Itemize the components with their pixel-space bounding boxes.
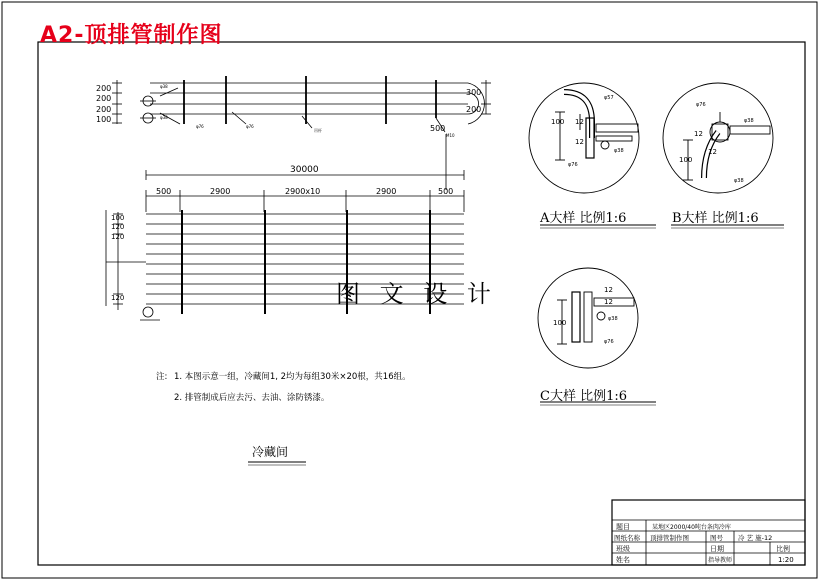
detail-c-phi-1: φ38: [608, 316, 618, 322]
detail-b: [663, 83, 773, 193]
plan-left-dim-1: 200: [96, 84, 112, 93]
room-label: 冷藏间: [252, 445, 289, 459]
plan-right-dim-1: 300: [466, 88, 482, 97]
elev-row-dim-4: 120: [111, 294, 125, 302]
note-line-1: 1. 本图示意一组，冷藏间1, 2均为每组30米×20根，共16组。: [174, 372, 411, 382]
detail-a-caption: A大样 比例1:6: [540, 211, 627, 226]
plan-tiny-5: 吊杆: [314, 128, 322, 133]
title-block-grid: [612, 500, 805, 565]
tb-date-key: 日期: [710, 545, 724, 553]
tb-scale-key: 比例: [776, 545, 790, 553]
plan-tiny-4: φ76: [246, 124, 254, 129]
detail-c-phi-2: φ76: [604, 339, 614, 345]
detail-c-dim-12a: 12: [604, 286, 613, 294]
plan-left-dim-4: 100: [96, 115, 112, 124]
tb-drawing-no-key: 图号: [710, 534, 723, 542]
plan-tiny-3: φ76: [196, 124, 204, 129]
detail-c-caption: C大样 比例1:6: [540, 389, 628, 404]
tb-drawing-name-key: 图纸名称: [614, 534, 640, 542]
detail-c-dim-12b: 12: [604, 298, 613, 306]
detail-b-phi-2: φ38: [744, 118, 754, 124]
elev-overall-dim: 30000: [290, 165, 319, 175]
detail-b-dim-12b: 12: [708, 148, 717, 156]
plan-left-dim-3: 200: [96, 105, 112, 114]
tb-topic-key: 题目: [616, 523, 630, 531]
elev-dim-4: 2900: [376, 187, 397, 196]
detail-c: [538, 268, 638, 368]
plan-tiny-2: φ38: [160, 115, 168, 120]
detail-a-phi-1: φ57: [604, 95, 614, 101]
elev-row-dim-3: 120: [111, 233, 125, 241]
plan-texts: [96, 84, 481, 138]
caption-underlines: [248, 225, 784, 465]
tb-drawing-name-value: 顶排管制作图: [650, 534, 689, 542]
elev-row-dim-2: 120: [111, 223, 125, 231]
detail-c-texts: [553, 286, 618, 345]
detail-a-dim-12a: 12: [575, 118, 584, 126]
detail-c-dim-100: 100: [553, 319, 567, 327]
detail-a-phi-3: φ38: [614, 148, 624, 154]
detail-a-dim-100: 100: [551, 118, 565, 126]
tb-scale-value: 1:20: [778, 556, 794, 564]
elev-dim-2: 2900: [210, 187, 231, 196]
plan-tiny-6: M10: [446, 133, 455, 138]
detail-a-dim-12b: 12: [575, 138, 584, 146]
elev-dim-5: 500: [438, 187, 454, 196]
plan-small-dim: 500: [430, 124, 446, 133]
plan-left-dim-2: 200: [96, 94, 112, 103]
detail-a: [529, 83, 639, 193]
tb-class-key: 班级: [616, 545, 630, 553]
notes-prefix: 注:: [156, 372, 168, 382]
detail-b-dim-100: 100: [679, 156, 693, 164]
detail-b-dim-12a: 12: [694, 130, 703, 138]
detail-b-caption: B大样 比例1:6: [672, 211, 759, 226]
tb-name-key: 姓名: [616, 556, 630, 564]
title-block-texts: [614, 522, 794, 564]
elev-dim-3: 2900x10: [285, 187, 321, 196]
detail-b-phi-3: φ38: [734, 178, 744, 184]
note-line-2: 2. 排管制成后应去污、去油、涂防锈漆。: [174, 393, 330, 403]
tb-drawing-no-value: 冷 艺 施-12: [738, 534, 773, 542]
watermark-text: 图 文 设 计: [336, 280, 497, 308]
detail-b-texts: [679, 102, 754, 184]
detail-a-phi-2: φ76: [568, 162, 578, 168]
elev-dim-1: 500: [156, 187, 172, 196]
plan-tiny-1: φ38: [160, 84, 168, 89]
tb-topic-value: 某地区2000/40吨台条肉冷库: [652, 524, 731, 531]
detail-b-phi-1: φ76: [696, 102, 706, 108]
drawing-title: A2-顶排管制作图: [40, 23, 223, 48]
elev-row-dim-1: 100: [111, 214, 125, 222]
tb-advisor-key: 指导教师: [708, 557, 733, 564]
plan-right-dim-2: 200: [466, 105, 482, 114]
